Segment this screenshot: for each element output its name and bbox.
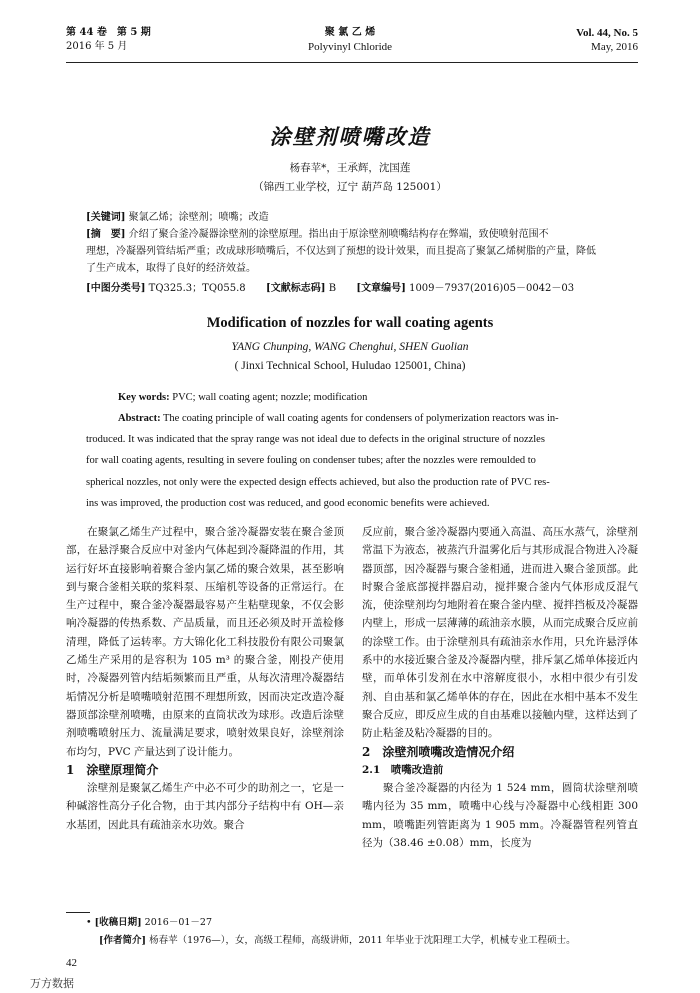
- continued-paragraph: 反应前，聚合釜冷凝器内要通入高温、高压水蒸气，涂壁剂常温下为液态，被蒸汽升温雾化后与其形成混合物进入冷凝器顶部，因冷凝器与聚合釜相通，进而进入聚合釜顶部。此时聚合釜底部搅拌器启动，搅拌聚合釜内气体形成反混气流，使涂壁剂均匀地附着在聚合釜内壁、搅拌挡板及冷凝器内壁上，形成一层薄薄的疏油亲水膜，从而完成聚合反应前的涂壁工作。由于涂壁剂具有疏油亲水作用，只允许悬浮体系中的水接近聚合釜及冷凝器内壁，排斥氯乙烯单体接近内壁，而单体引发剂在水中溶解度很小，水相中很少有引发剂、自由基和氯乙烯单体的存在，因此在水相中基本不发生聚合反应，即反应生成的自由基难以接触内壁，这样达到了防止粘釜及粘冷凝器的目的。: [362, 526, 638, 740]
- volume-issue: 第 44 卷 第 5 期: [66, 27, 151, 38]
- paper-title-en: Modification of nozzles for wall coating agents: [206, 315, 494, 331]
- authors-cn: 杨春苹*，王承辉，沈国莲: [289, 162, 411, 174]
- abstract-en-line: spherical nozzles, not only were the expected design effects achieved, but also the production rate of PVC res-: [86, 476, 550, 488]
- body-left-column: [66, 523, 344, 834]
- abstract-en-label: Abstract:: [118, 413, 161, 424]
- author-bio: 杨春苹（1976—），女，高级工程师，高级讲师，2011 年毕业于沈阳理工大学，机械专业工程硕士。: [149, 935, 576, 946]
- keywords-cn-line: [86, 209, 638, 226]
- page-number: 42: [66, 957, 77, 969]
- section-2-1-paragraph: 聚合釜冷凝器的内径为 1 524 mm，圆筒状涂壁剂喷嘴内径为 35 mm，喷嘴中心线与冷凝器中心线相距 300 mm，喷嘴距列管距离为 1 905 mm。冷凝器管程列管直径为（38.46 ±0.08）mm，长度为: [362, 782, 638, 850]
- article-number: 1009－7937(2016)05－0042－03: [409, 283, 575, 294]
- doc-code-label: [文献标志码]: [266, 283, 326, 294]
- doc-code: B: [328, 283, 337, 294]
- footnote-rule: [66, 912, 90, 913]
- section-2-1-heading: 2.1 喷嘴改造前: [362, 763, 444, 776]
- keywords-en: PVC; wall coating agent; nozzle; modification: [172, 392, 368, 403]
- footnote-author: [86, 933, 576, 949]
- keywords-en-label: Key words:: [118, 392, 170, 403]
- section-1-paragraph: 涂壁剂是聚氯乙烯生产中必不可少的助剂之一，它是一种碱溶性高分子化合物，由于其内部分子结构中有 OH—亲水基团，因此具有疏油亲水功效。聚合: [66, 782, 344, 831]
- watermark: 万方数据: [30, 977, 74, 990]
- keywords-cn-label: [关键词]: [86, 212, 126, 223]
- header-rule: [66, 62, 638, 63]
- author-bio-label: [作者简介]: [99, 935, 147, 946]
- bullet-icon: •: [86, 917, 92, 928]
- journal-name-en: Polyvinyl Chloride: [307, 41, 393, 53]
- clc-label: [中图分类号]: [86, 283, 146, 294]
- authors-en: YANG Chunping, WANG Chenghui, SHEN Guolian: [231, 341, 469, 353]
- publish-date: 2016 年 5 月: [66, 41, 128, 52]
- keywords-cn: 聚氯乙烯；涂壁剂；喷嘴；改造: [128, 212, 269, 223]
- abstract-en-line: The coating principle of wall coating agents for condensers of polymerization reactors was in-: [163, 413, 559, 424]
- intro-paragraph: 在聚氯乙烯生产过程中，聚合釜冷凝器安装在聚合釜顶部，在悬浮聚合反应中对釜内气体起到冷凝降温的作用，其运行好坏直接影响着聚合釜内氯乙烯的聚合效果，甚至影响到与聚合釜相关联的浆料泵、压缩机等设备的正常运行。在生产过程中，聚合釜冷凝器最容易产生粘壁现象，不仅会影响冷凝器的传热系数、产品质量，而且还必须及时开盖检修清理，降低了运转率。方大锦化化工科技股份有限公司聚氯乙烯生产采用的是容积为 105 m³ 的聚合釜，刚投产使用时，冷凝器列管内结垢频繁而且严重，从每次清理冷凝器结垢情况分析是喷嘴喷射范围不理想所致，因而决定改造冷凝器顶部涂壁剂喷嘴，由原来的直筒状改为球形。改造后涂壁剂喷嘴喷射压力、流量满足要求，喷射效果良好，涂壁剂涂布均匀，PVC 产量达到了设计能力。: [66, 526, 344, 758]
- abstract-en-line: ins was improved, the production cost was reduced, and good economic benefits were achieved.: [86, 497, 490, 509]
- keywords-en-line: [86, 387, 638, 408]
- footnote-received: [86, 915, 212, 931]
- received-date: 2016－01－27: [144, 917, 213, 928]
- abstract-en-line: troduced. It was indicated that the spray range was not ideal due to defects in the original structure of nozzles: [86, 434, 545, 446]
- header-right: [576, 26, 638, 54]
- paper-title-cn: 涂壁剂喷嘴改造: [269, 124, 431, 149]
- article-number-label: [文章编号]: [356, 283, 406, 294]
- abstract-en-line: for wall coating agents, resulting in severe fouling on condenser tubes; after the nozzles were remoulded to: [86, 455, 536, 467]
- affiliation-en: ( Jinxi Technical School, Huludao 125001, China): [234, 360, 466, 372]
- journal-name-cn: 聚 氯 乙 烯: [324, 27, 376, 38]
- clc-number: TQ325.3；TQ055.8: [148, 283, 246, 294]
- abstract-cn-label: [摘 要]: [86, 229, 126, 240]
- volume-en: Vol. 44, No. 5: [576, 27, 638, 39]
- received-label: [收稿日期]: [94, 917, 142, 928]
- abstract-cn-line: 了生产成本，取得了良好的经济效益。: [86, 263, 256, 274]
- date-en: May, 2016: [591, 41, 638, 53]
- section-1-heading: 1 涂壁原理简介: [66, 762, 159, 777]
- affiliation-cn: （锦西工业学校，辽宁 葫芦岛 125001）: [253, 181, 447, 193]
- body-right-column: [362, 523, 638, 852]
- abstract-cn-line: 理想，冷凝器列管结垢严重；改成球形喷嘴后，不仅达到了预想的设计效果，而且提高了聚氯乙烯树脂的产量，降低: [86, 246, 596, 257]
- abstract-cn-line: 介绍了聚合釜冷凝器涂壁剂的涂壁原理。指出由于原涂壁剂喷嘴结构存在弊端，致使喷射范围不: [128, 229, 549, 240]
- abstract-cn: [86, 226, 638, 277]
- classification-line: [86, 280, 638, 297]
- abstract-en: [86, 408, 638, 514]
- section-2-heading: 2 涂壁剂喷嘴改造情况介绍: [362, 744, 515, 759]
